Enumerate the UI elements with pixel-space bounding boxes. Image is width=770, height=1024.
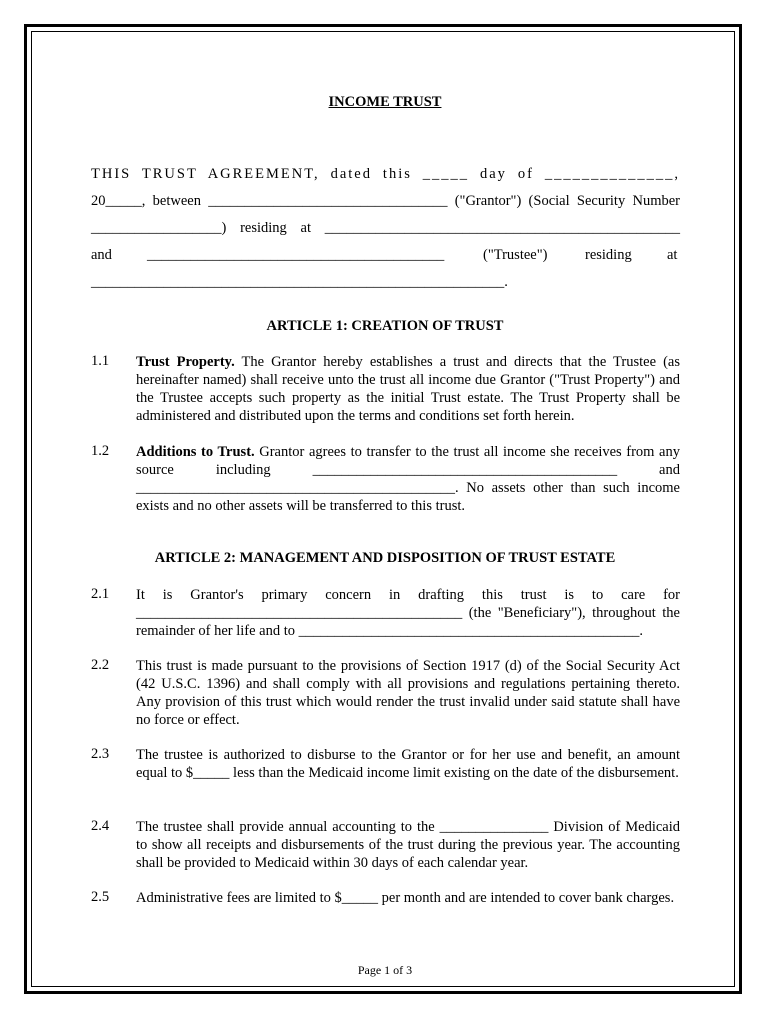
section-1-2-number: 1.2 bbox=[91, 443, 110, 459]
section-2-2-number: 2.2 bbox=[91, 657, 110, 673]
article-1-heading: ARTICLE 1: CREATION OF TRUST bbox=[266, 318, 504, 334]
intro-line-1: THIS TRUST AGREEMENT, dated this _____ day of ______________, bbox=[91, 166, 680, 182]
section-2-1-number: 2.1 bbox=[91, 586, 110, 602]
intro-line-4-at: at bbox=[667, 247, 678, 263]
section-1-2-paragraph bbox=[136, 443, 680, 515]
intro-line-3: __________________) residing at _________________________________________________ bbox=[91, 220, 680, 236]
section-2-3-paragraph: The trustee is authorized to disburse to the Grantor or for her use and benefit, an amount equal to $_____ less than the Medicaid income limit existing on the date of the disbursement. bbox=[136, 747, 680, 781]
intro-line-4-trustee: ("Trustee") bbox=[483, 247, 548, 263]
section-1-2-text: Grantor agrees to transfer to the trust all income she receives from any source including __________________________________________ and ____________________________________________. No assets other than such income exists and no other assets will be transferred to this trust. bbox=[136, 444, 680, 514]
section-1-1-paragraph bbox=[136, 353, 680, 425]
section-2-4-number: 2.4 bbox=[91, 818, 110, 834]
page-number: Page 1 of 3 bbox=[357, 963, 413, 977]
intro-line-5: _________________________________________________________. bbox=[91, 274, 508, 290]
article-2-heading: ARTICLE 2: MANAGEMENT AND DISPOSITION OF TRUST ESTATE bbox=[154, 550, 616, 566]
section-1-1-text: The Grantor hereby establishes a trust and directs that the Trustee (as hereinafter named) shall receive unto the trust all income due Grantor ("Trust Property") and the Trustee accepts such property as the initial Trust estate. The Trust Property shall be administered and distributed upon the terms and conditions set forth herein. bbox=[136, 354, 680, 424]
section-2-2-paragraph: This trust is made pursuant to the provisions of Section 1917 (d) of the Social Security Act (42 U.S.C. 1396) and shall comply with all provisions and regulations pertaining thereto. Any provision of this trust which would render the trust invalid under said statute shall have no force or effect. bbox=[136, 658, 680, 728]
section-2-1-paragraph: It is Grantor's primary concern in drafting this trust is to care for _____________________________________________ (the "Beneficiary"), throughout the remainder of her life and to _______________________________________________. bbox=[136, 587, 680, 639]
intro-line-4-blank: _________________________________________ bbox=[147, 247, 445, 263]
section-2-3-number: 2.3 bbox=[91, 746, 110, 762]
section-2-4-paragraph: The trustee shall provide annual accounting to the _______________ Division of Medicaid to show all receipts and disbursements of the trust during the previous year. The accounting shall be provided to Medicaid within 30 days of each calendar year. bbox=[136, 819, 680, 871]
document-title: INCOME TRUST bbox=[328, 94, 442, 110]
intro-line-4-residing: residing bbox=[585, 247, 632, 263]
section-2-5-number: 2.5 bbox=[91, 889, 110, 905]
intro-line-4-and: and bbox=[91, 247, 112, 263]
section-1-2-lead: Additions to Trust. bbox=[136, 444, 255, 460]
section-1-1-number: 1.1 bbox=[91, 353, 110, 369]
section-1-1-lead: Trust Property. bbox=[136, 354, 235, 370]
section-2-5-paragraph: Administrative fees are limited to $_____ per month and are intended to cover bank charges. bbox=[136, 890, 675, 906]
intro-line-2: 20_____, between _________________________________ ("Grantor") (Social Security Number bbox=[91, 193, 680, 209]
